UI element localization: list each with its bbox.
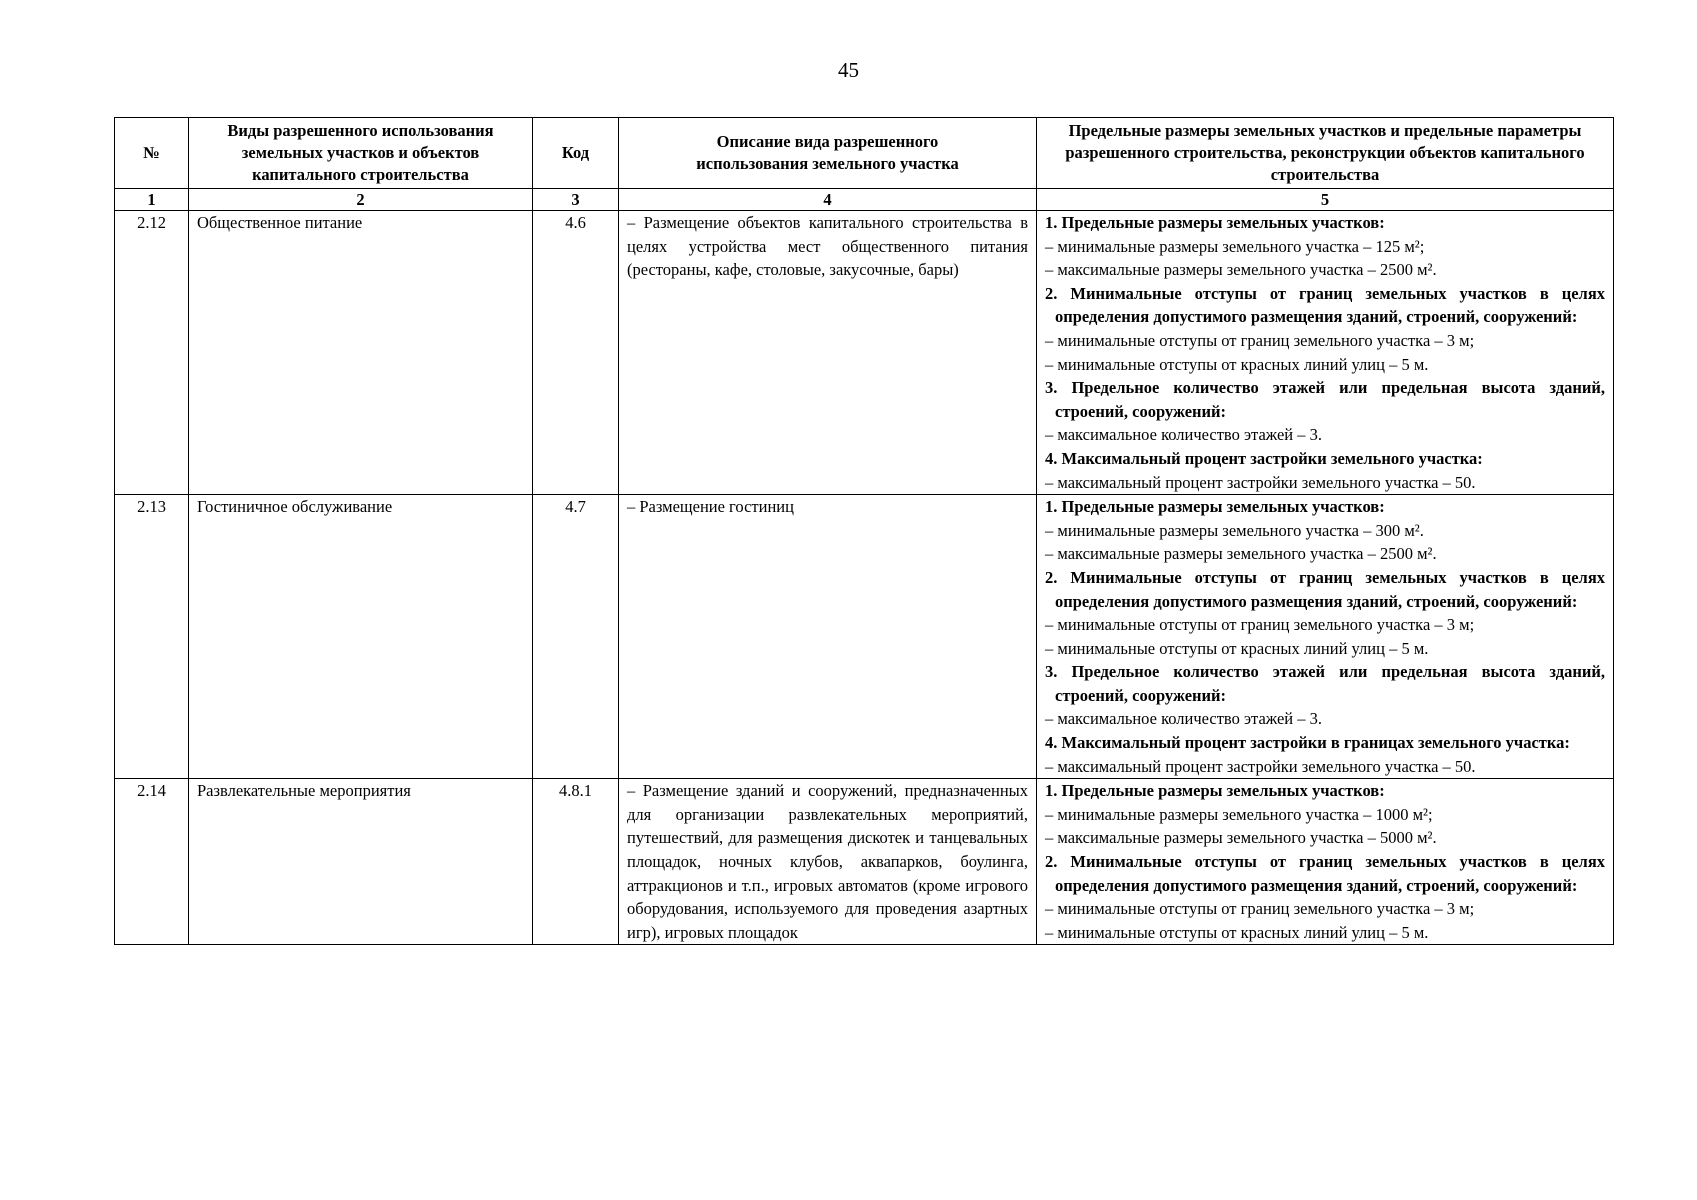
table-row <box>115 495 1614 779</box>
param-line: – минимальные отступы от красных линий улиц – 5 м. <box>1045 922 1429 942</box>
table-row <box>115 779 1614 945</box>
table-row <box>115 211 1614 495</box>
row-description: – Размещение объектов капитального строительства в целях устройства мест общественного питания (рестораны, кафе, столовые, закусочные, бары) <box>619 211 1037 495</box>
param-line: – минимальные размеры земельного участка – 1000 м²; <box>1045 804 1433 824</box>
param-heading: 4. Максимальный процент застройки земельного участка: <box>1045 448 1483 468</box>
row-description: – Размещение зданий и сооружений, предназначенных для организации развлекательных мероприятий, путешествий, для размещения дискотек и танцевальных площадок, ночных клубов, аквапарков, боулинга, аттракционов и т.п., игровых автоматов (кроме игрового оборудования, используемого для проведения азартных игр), игровых площадок <box>619 779 1037 945</box>
param-line: – минимальные отступы от границ земельного участка – 3 м; <box>1045 899 1475 919</box>
param-line: – максимальные размеры земельного участка – 2500 м². <box>1045 260 1437 280</box>
header-parameters: Предельные размеры земельных участков и предельные параметры разрешенного строительства, реконструкции объектов капитального строительства <box>1037 118 1614 189</box>
row-description: – Размещение гостиниц <box>619 495 1037 779</box>
param-line: – минимальные отступы от красных линий улиц – 5 м. <box>1045 638 1429 658</box>
row-code: 4.8.1 <box>533 779 619 945</box>
row-code: 4.6 <box>533 211 619 495</box>
column-number-row <box>115 189 1614 211</box>
header-number: № <box>115 118 189 189</box>
param-heading: 4. Максимальный процент застройки в границах земельного участка: <box>1045 733 1570 753</box>
header-code: Код <box>533 118 619 189</box>
land-use-table <box>114 117 1614 945</box>
param-heading: 1. Предельные размеры земельных участков: <box>1045 213 1385 232</box>
param-heading: 3. Предельное количество этажей или предельная высота зданий, строений, сооружений: <box>1045 378 1605 421</box>
param-line: – максимальное количество этажей – 3. <box>1045 425 1322 445</box>
param-line: – максимальные размеры земельного участка – 5000 м². <box>1045 828 1437 848</box>
row-number: 2.12 <box>115 211 189 495</box>
column-number: 3 <box>533 189 619 211</box>
header-use-types: Виды разрешенного использования земельных участков и объектов капитального строительства <box>189 118 533 189</box>
param-heading: 2. Минимальные отступы от границ земельных участков в целях определения допустимого размещения зданий, строений, сооружений: <box>1045 567 1605 611</box>
column-number: 1 <box>115 189 189 211</box>
column-number: 4 <box>619 189 1037 211</box>
row-parameters <box>1037 779 1614 945</box>
param-line: – минимальные отступы от границ земельного участка – 3 м; <box>1045 615 1475 635</box>
param-heading: 1. Предельные размеры земельных участков: <box>1045 781 1385 801</box>
row-use-type: Общественное питание <box>189 211 533 495</box>
param-heading: 1. Предельные размеры земельных участков: <box>1045 497 1385 517</box>
param-heading: 2. Минимальные отступы от границ земельных участков в целях определения допустимого размещения зданий, строений, сооружений: <box>1045 852 1605 895</box>
param-line: – максимальные размеры земельного участка – 2500 м². <box>1045 544 1437 564</box>
param-line: – минимальные отступы от красных линий улиц – 5 м. <box>1045 354 1429 374</box>
column-number: 2 <box>189 189 533 211</box>
param-line: – минимальные размеры земельного участка – 125 м²; <box>1045 236 1425 256</box>
row-parameters <box>1037 495 1614 779</box>
param-heading: 3. Предельное количество этажей или предельная высота зданий, строений, сооружений: <box>1045 662 1605 705</box>
table-header-row <box>115 118 1614 189</box>
row-number: 2.13 <box>115 495 189 779</box>
param-line: – минимальные отступы от границ земельного участка – 3 м; <box>1045 330 1475 350</box>
param-line: – минимальные размеры земельного участка – 300 м². <box>1045 520 1424 540</box>
row-use-type: Гостиничное обслуживание <box>189 495 533 779</box>
header-description: Описание вида разрешенного использования земельного участка <box>619 118 1037 189</box>
row-code: 4.7 <box>533 495 619 779</box>
param-line: – максимальный процент застройки земельного участка – 50. <box>1045 472 1476 492</box>
page-number: 45 <box>838 58 859 82</box>
param-heading: 2. Минимальные отступы от границ земельных участков в целях определения допустимого размещения зданий, строений, сооружений: <box>1045 283 1605 327</box>
row-parameters <box>1037 211 1614 495</box>
row-use-type: Развлекательные мероприятия <box>189 779 533 945</box>
column-number: 5 <box>1037 189 1614 211</box>
param-line: – максимальное количество этажей – 3. <box>1045 709 1322 729</box>
row-number: 2.14 <box>115 779 189 945</box>
param-line: – максимальный процент застройки земельного участка – 50. <box>1045 756 1476 776</box>
